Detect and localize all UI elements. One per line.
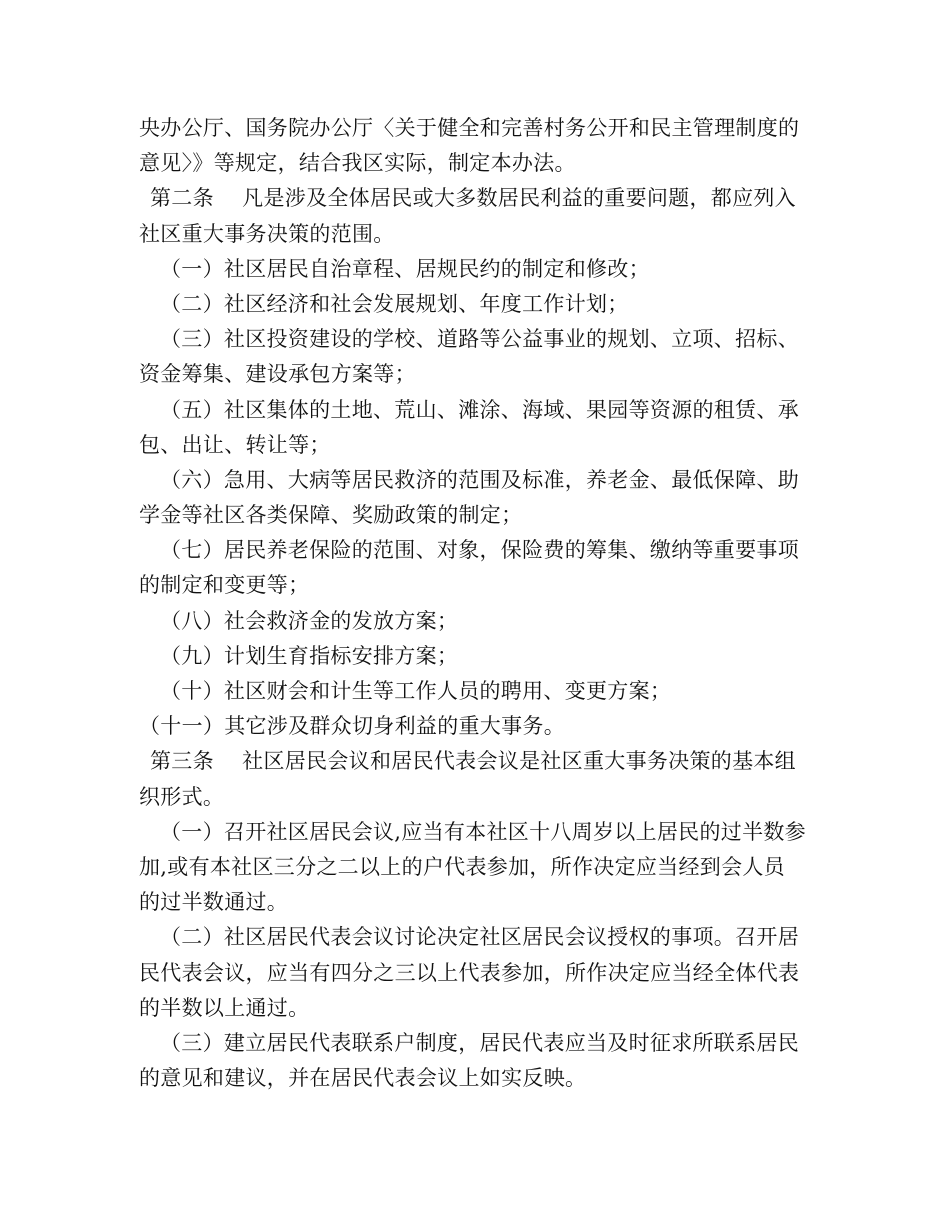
text-line: 加,或有本社区三分之二以上的户代表参加，所作决定应当经到会人员 [139, 854, 785, 879]
text-line: （三）建立居民代表联系户制度，居民代表应当及时征求所联系居民 [160, 1030, 799, 1055]
text-line: 第二条 凡是涉及全体居民或大多数居民利益的重要问题，都应列入 [150, 186, 796, 211]
text-line: 包、出让、转让等； [139, 432, 331, 457]
text-line: （一）社区居民自治章程、居规民约的制定和修改； [160, 256, 650, 281]
text-line: （九）计划生育指标安排方案； [160, 643, 459, 668]
text-line: 民代表会议，应当有四分之三以上代表参加，所作决定应当经全体代表 [139, 960, 800, 985]
text-line: 织形式。 [139, 784, 225, 809]
text-line: （六）急用、大病等居民救济的范围及标准，养老金、最低保障、助 [160, 467, 799, 492]
text-line: （二）社区居民代表会议讨论决定社区居民会议授权的事项。召开居 [160, 925, 799, 950]
text-line: 意见〉》等规定，结合我区实际，制定本办法。 [139, 151, 576, 176]
text-line: （三）社区投资建设的学校、道路等公益事业的规划、立项、招标、 [160, 327, 799, 352]
text-line: （一）召开社区居民会议,应当有本社区十八周岁以上居民的过半数参 [160, 819, 806, 844]
text-line: （二）社区经济和社会发展规划、年度工作计划； [160, 291, 629, 316]
text-line: （十一）其它涉及群众切身利益的重大事务。 [139, 714, 565, 739]
text-line: 学金等社区各类保障、奖励政策的制定； [139, 503, 523, 528]
document-body [139, 111, 814, 1096]
text-line: 的制定和变更等； [139, 573, 310, 598]
text-line: 央办公厅、国务院办公厅〈关于健全和完善村务公开和民主管理制度的 [139, 116, 800, 140]
text-line: 社区重大事务决策的范围。 [139, 221, 395, 246]
text-line: 资金筹集、建设承包方案等； [139, 362, 416, 387]
text-line: （十）社区财会和计生等工作人员的聘用、变更方案； [160, 679, 672, 703]
text-line: 的意见和建议，并在居民代表会议上如实反映。 [139, 1066, 587, 1091]
text-line: （五）社区集体的土地、荒山、滩涂、海域、果园等资源的租赁、承 [160, 397, 799, 422]
text-line: 第三条 社区居民会议和居民代表会议是社区重大事务决策的基本组 [150, 749, 796, 774]
text-line: （七）居民养老保险的范围、对象，保险费的筹集、缴纳等重要事项 [160, 538, 799, 563]
text-line: （八）社会救济金的发放方案； [160, 608, 459, 633]
text-line: 的过半数通过。 [139, 890, 289, 915]
text-line: 的半数以上通过。 [139, 995, 310, 1020]
